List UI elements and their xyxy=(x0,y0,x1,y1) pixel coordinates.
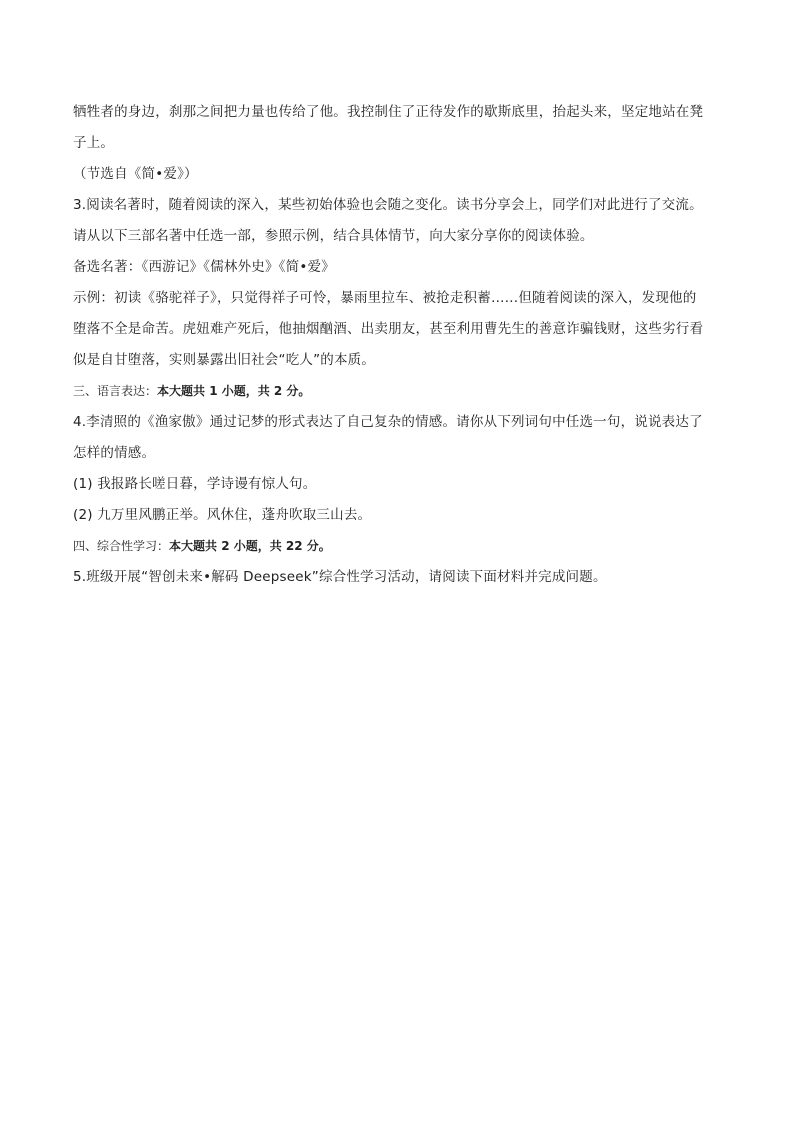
section-3-title: 三、语言表达： xyxy=(73,384,158,398)
question-3-options: 备选名著：《西游记》《儒林外史》《简•爱》 xyxy=(73,259,335,275)
question-3-example-line: 似是自甘堕落，实则暴露出旧社会“吃人”的本质。 xyxy=(73,352,376,368)
question-4-line: 怎样的情感。 xyxy=(73,445,156,461)
question-4-line: 4.李清照的《渔家傲》通过记梦的形式表达了自己复杂的情感。请你从下列词句中任选一句，说说表达了 xyxy=(73,414,703,430)
passage-line: 牺牲者的身边，刹那之间把力量也传给了他。我控制住了正待发作的歇斯底里，抬起头来，坚定地站在凳 xyxy=(73,104,704,120)
section-3-heading xyxy=(73,376,723,407)
question-4-option-2: (2) 九万里风鹏正举。风休住，蓬舟吹取三山去。 xyxy=(73,507,372,523)
section-4-info: 本大题共 2 小题，共 22 分。 xyxy=(169,539,331,553)
section-3-info: 本大题共 1 小题，共 2 分。 xyxy=(157,384,311,398)
question-3-example-line: 堕落不全是命苦。虎妞难产死后，他抽烟酗酒、出卖朋友，甚至利用曹先生的善意诈骗钱财，这些劣行看 xyxy=(73,321,704,337)
question-4-option-1: (1) 我报路长嗟日暮，学诗谩有惊人句。 xyxy=(73,476,317,492)
question-3-example-line: 示例：初读《骆驼祥子》，只觉得祥子可怜，暴雨里拉车、被抢走积蓄……但随着阅读的深入，发现他的 xyxy=(73,290,697,306)
question-3-line: 3.阅读名著时，随着阅读的深入，某些初始体验也会随之变化。读书分享会上，同学们对此进行了交流。 xyxy=(73,197,703,213)
question-3-line: 请从以下三部名著中任选一部，参照示例，结合具体情节，向大家分享你的阅读体验。 xyxy=(73,228,594,244)
section-4-heading xyxy=(73,531,723,562)
passage-line: 子上。 xyxy=(73,135,115,151)
document-page xyxy=(73,97,723,593)
passage-source: （节选自《简•爱》） xyxy=(73,166,198,182)
question-5-line: 5.班级开展“智创未来•解码 Deepseek”综合性学习活动，请阅读下面材料并完成问题。 xyxy=(73,569,607,585)
section-4-title: 四、综合性学习： xyxy=(73,539,170,553)
